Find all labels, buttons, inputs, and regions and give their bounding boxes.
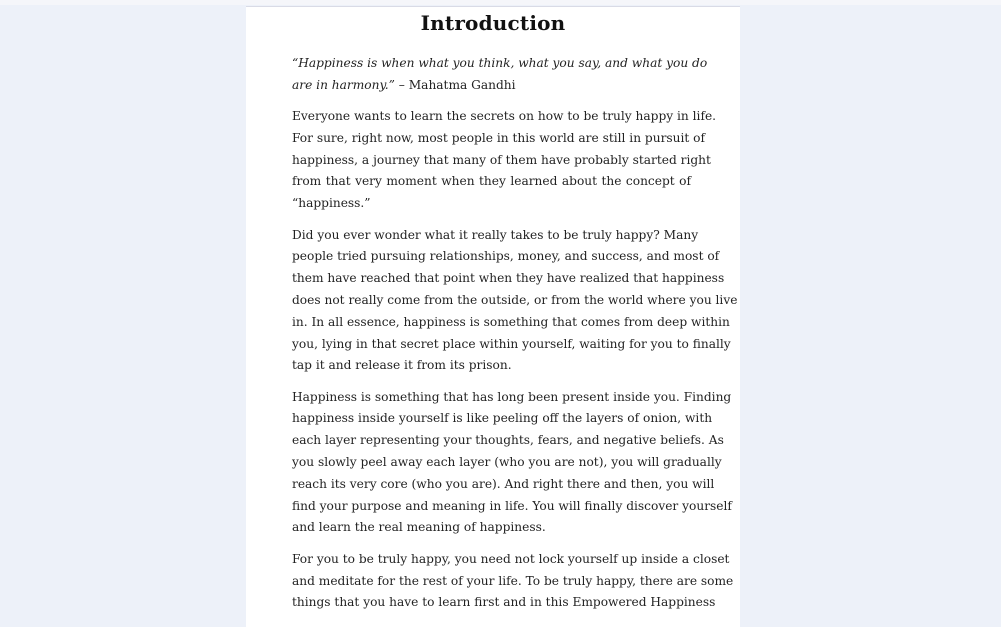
quote-attribution: – Mahatma Gandhi	[394, 77, 516, 92]
page-title: Introduction	[420, 11, 566, 35]
paragraph-line: in. In all essence, happiness is something that comes from deep within	[292, 314, 730, 329]
paragraph	[292, 549, 734, 614]
paragraph-line: you slowly peel away each layer (who you are not), you will gradually	[292, 455, 722, 470]
quote-text: are in harmony.”	[292, 77, 395, 92]
paragraph-line: and learn the real meaning of happiness.	[292, 520, 546, 535]
paragraph-line: “happiness.”	[292, 196, 371, 211]
paragraph-line: Everyone wants to learn the secrets on how to be truly happy in life.	[292, 109, 717, 124]
paragraph-line: reach its very core (who you are). And right there and then, you will	[292, 476, 715, 491]
paragraph-line: and meditate for the rest of your life. To be truly happy, there are some	[292, 573, 734, 588]
paragraph	[292, 225, 738, 378]
paragraph-line: them have reached that point when they have realized that happiness	[292, 271, 725, 286]
paragraphs	[292, 106, 738, 614]
paragraph	[292, 106, 717, 215]
paragraph-line: does not really come from the outside, or from the world where you live	[292, 292, 738, 307]
paragraph-line: happiness, a journey that many of them have probably started right	[292, 152, 711, 167]
paragraph-line: from that very moment when they learned about the concept of	[292, 174, 691, 189]
paragraph-line: things that you have to learn first and in this Empowered Happiness	[292, 595, 716, 610]
paragraph	[292, 387, 732, 540]
viewer-top-band	[0, 0, 1001, 5]
paragraph-line: happiness inside yourself is like peeling off the layers of onion, with	[292, 411, 713, 426]
document-page	[246, 6, 740, 627]
paragraph-line: tap it and release it from its prison.	[292, 358, 512, 373]
epigraph-quote	[292, 53, 708, 97]
quote-line	[292, 75, 691, 97]
paragraph-line: people tried pursuing relationships, money, and success, and most of	[292, 249, 720, 264]
paragraph-line: find your purpose and meaning in life. You will finally discover yourself	[292, 498, 732, 513]
paragraph-line: For sure, right now, most people in this world are still in pursuit of	[292, 130, 706, 145]
paragraph-line: Did you ever wonder what it really takes to be truly happy? Many	[292, 227, 699, 242]
quote-line: “Happiness is when what you think, what you say, and what you do	[292, 56, 708, 70]
document-body	[292, 53, 738, 624]
paragraph-line: you, lying in that secret place within yourself, waiting for you to finally	[292, 336, 731, 351]
paragraph-line: Happiness is something that has long been present inside you. Finding	[292, 389, 732, 404]
paragraph-line: For you to be truly happy, you need not lock yourself up inside a closet	[292, 551, 730, 566]
paragraph-line: each layer representing your thoughts, fears, and negative beliefs. As	[292, 433, 724, 448]
